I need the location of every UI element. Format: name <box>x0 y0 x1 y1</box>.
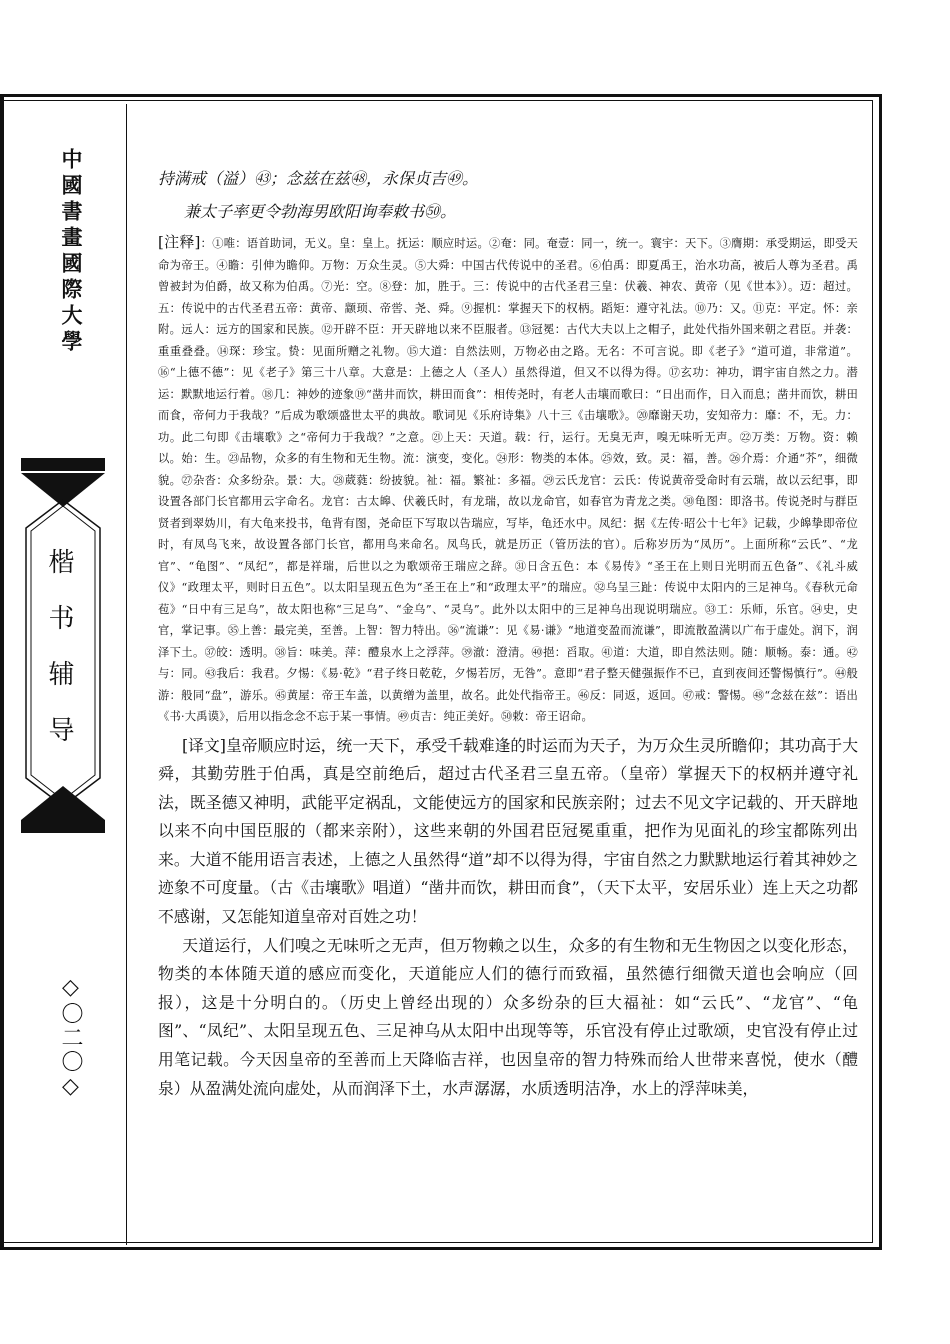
translation-label: [译文] <box>182 735 226 755</box>
verse-line-1: 持满戒（溢）㊸；念兹在兹㊽，永保贞吉㊾。 <box>158 169 479 188</box>
ornament-bottom-arrow <box>21 786 105 820</box>
translation-paragraph-1 <box>158 732 858 932</box>
annotation-paragraph <box>158 232 858 728</box>
translation-text-2: 天道运行，人们嗅之无味听之无声，但万物赖之以生，众多的有生物和无生物因之以变化形态，物类的本体随天道的感应而变化，天道能应人们的德行而致福，虽然德行细微天道也会响应（回报），这是十分明白的。（历史上曾经出现的）众多纷杂的巨大福祉：如“云氏”、“龙官”、“龟图”、“凤纪”、太阳呈现五色、三足神乌从太阳中出现等等，乐官没有停止过歌颂，史官没有停止过用笔记载。今天因皇帝的至善而上天降临吉祥，也因皇帝的智力特殊而给人世带来喜悦，使水（醴泉）从盈满处流向虚处，从而润泽下土，水声潺潺，水质透明洁净，水上的浮萍味美， <box>158 935 858 1098</box>
verse-line-2: 兼太子率更令勃海男欧阳询奉敕书㊿。 <box>184 202 457 221</box>
page-left-edge <box>0 94 4 1250</box>
ornament-bottom-bar <box>21 820 105 833</box>
ornament-top-bar <box>21 458 105 471</box>
page-number: ◇〇二〇◇ <box>58 975 83 1101</box>
university-name: 中國書畫國際大學 <box>59 148 84 356</box>
notes-text: ：①唯：语首助词，无义。皇：皇上。抚运：顺应时运。②奄：同。奄壹：同一，统一。寰宇：天下。③膺期：承受期运，即受天命为帝王。④瞻：引伸为瞻仰。万物：万众生灵。⑤大舜：中国古代传说中的圣君。⑥伯禹：即夏禹王，治水功高，被后人尊为圣君。禹曾被封为伯爵，故又称为伯禹。⑦光：空。⑧登：加，胜于。三：传说中的古代圣君三皇：伏羲、神农、黄帝（见《世本》）。迈：超过。五：传说中的古代圣君五帝：黄帝、颛顼、帝喾、尧、舜。⑨握机：掌握天下的权柄。蹈矩：遵守礼法。⑩乃：又。⑪克：平定。怀：亲附。远人：远方的国家和民族。⑫开辟不臣：开天辟地以来不臣服者。⑬冠冕：古代大夫以上之帽子，此处代指外国来朝之君臣。并袭：重重叠叠。⑭琛：珍宝。贽：见面所赠之礼物。⑮大道：自然法则，万物必由之路。无名：不可言说。即《老子》“道可道，非常道”。⑯“上德不德”：见《老子》第三十八章。大意是：上德之人（圣人）虽然得道，但又不以得为得。⑰玄功：神功，谓宇宙自然之力。潜运：默默地运行着。⑱几：神妙的迹象⑲“凿井而饮，耕田而食”：相传尧时，有老人击壤而歌曰：“日出而作，日入而息；凿井而饮，耕田而食，帝何力于我哉？”后成为歌颂盛世太平的典故。歌词见《乐府诗集》八十三《击壤歌》。⑳靡谢天功，安知帝力：靡：不，无。力：功。此二句即《击壤歌》之“帝何力于我哉？”之意。㉑上天：天道。载：行，运行。无臭无声，嗅无味听无声。㉒万类：万物。资：赖以。始：生。㉓品物，众多的有生物和无生物。流：演变，变化。㉔形：物类的本体。㉕效，致。灵：福，善。㉖介焉：介通“芥”，细微貌。㉗杂沓：众多纷杂。景：大。㉘葳蕤：纷披貌。祉：福。繁祉：多福。㉙云氏龙官：云氏：传说黄帝受命时有云瑞，故以云纪事，即设置各部门长官都用云字命名。龙官：古太皞、伏羲氏时，有龙瑞，故以龙命官，如春官为青龙之类。㉚龟图：即洛书。传说尧时与群臣贤者到翠妫川，有大龟来投书，龟背有图，尧命臣下写取以告瑞应，写毕，龟还水中。凤纪：据《左传·昭公十七年》记载，少皞挚即帝位时，有凤鸟飞来，故设置各部门长官，都用鸟来命名。凤鸟氏，就是历正（管历法的官）。后称岁历为“凤历”。上面所称“云氏”、“龙官”、“龟图”、“凤纪”，都是祥瑞，后世以之为歌颂帝王瑞应之辞。㉛日含五色：本《易传》“圣王在上则日光明而五色备”、《礼斗威仪》“政理太平，则时日五色”。以太阳呈现五色为“圣王在上”和“政理太平”的瑞应。㉜乌呈三趾：传说中太阳内的三足神乌。《春秋元命苞》“日中有三足乌”，故太阳也称“三足乌”、“金乌”、“灵乌”。此外以太阳中的三足神乌出现说明瑞应。㉝工：乐师，乐官。㉞史，史官，掌记事。㉟上善：最完美，至善。上智：智力特出。㊱“流谦”：见《易·谦》“地道变盈而流谦”，即流散盈满以广布于虚处。润下，润泽下土。㊲皎：透明。㊳旨：味美。萍：醴泉水上之浮萍。㊴澈：澄清。㊵挹：舀取。㊶道：大道，即自然法则。随：顺畅。泰：通。㊷与：同。㊸我后：我君。夕惕：《易·乾》“君子终日乾乾，夕惕若厉，无咎”。意即“君子整天健强振作不已，直到夜间还警惕慎行”。㊹般游：般同“盘”，游乐。㊺黄屋：帝王车盖，以黄缯为盖里，故名。此处代指帝王。㊻反：同返，返回。㊼戒：警惕。㊽“念兹在兹”：语出《书·大禹谟》，后用以指念念不忘于某一事情。㊾贞吉：纯正美好。㊿敕：帝王诏命。 <box>158 237 859 723</box>
sidebar-divider <box>126 104 127 1245</box>
notes-label: [注释] <box>158 233 201 251</box>
main-content <box>158 166 858 1103</box>
subject-title: 楷书辅导 <box>44 548 74 772</box>
translation-paragraph-2 <box>158 932 858 1104</box>
translation-text-1: 皇帝顺应时运，统一天下，承受千载难逢的时运而为天子，为万众生灵所瞻仰；其功高于大舜，其勤劳胜于伯禹，真是空前绝后，超过古代圣君三皇五帝。（皇帝）掌握天下的权柄并遵守礼法，既圣德又神明，武能平定祸乱，文能使远方的国家和民族亲附；过去不见文字记载的、开天辟地以来不向中国臣服的（都来亲附），这些来朝的外国君臣冠冕重重，把作为见面礼的珍宝都陈列出来。大道不能用语言表述，上德之人虽然得“道”却不以得为得，宇宙自然之力默默地运行着其神妙之迹象不可度量。（古《击壤歌》唱道）“凿井而饮，耕田而食”，（天下太平，安居乐业）连上天之功都不感谢，又怎能知道皇帝对百姓之功！ <box>158 735 858 927</box>
